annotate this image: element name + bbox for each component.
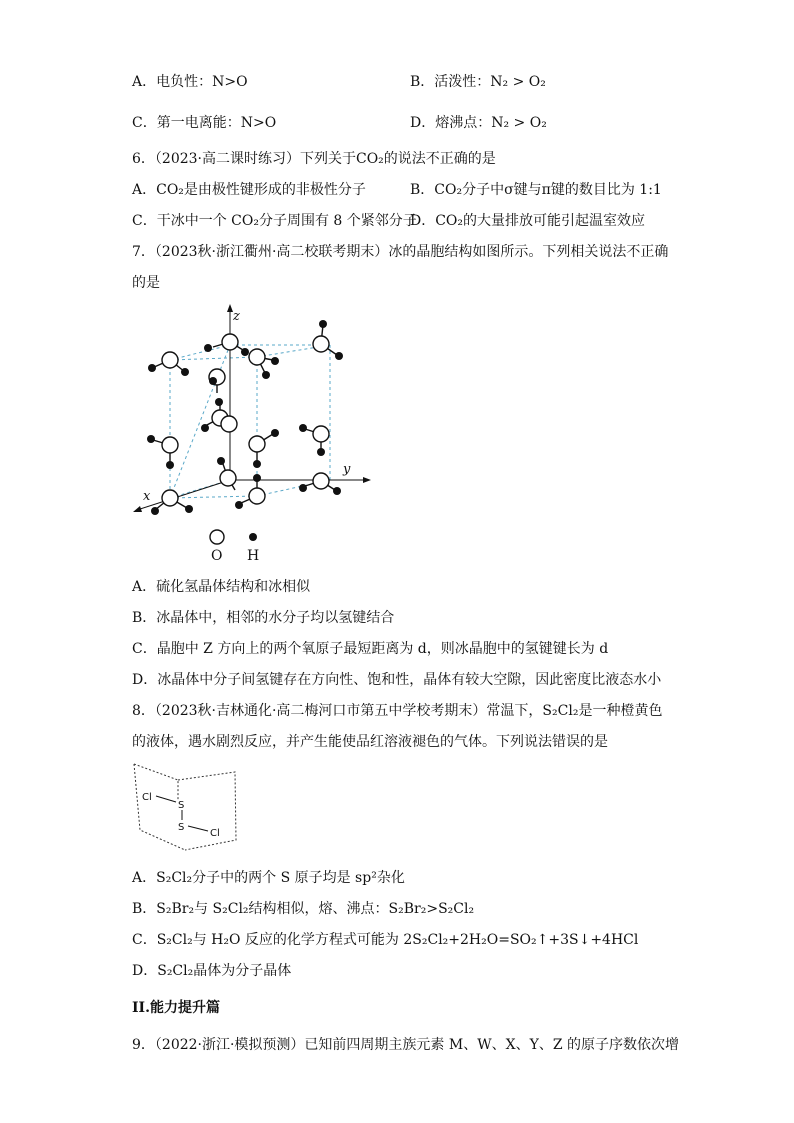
axis-z-label: z bbox=[233, 309, 240, 324]
q8-option-d: D．S₂Cl₂晶体为分子晶体 bbox=[132, 963, 292, 979]
legend-oxygen-symbol bbox=[210, 530, 224, 544]
legend-hydrogen-label: H bbox=[247, 548, 260, 564]
s2cl2-structure-figure bbox=[130, 760, 242, 855]
q7-option-a: A．硫化氢晶体结构和冰相似 bbox=[132, 579, 311, 595]
coordinate-axes bbox=[133, 304, 371, 512]
dihedral-planes bbox=[134, 764, 236, 850]
q6-option-a: A．CO₂是由极性键形成的非极性分子 bbox=[132, 182, 366, 198]
chlorine-atom-2-label: Cl bbox=[210, 828, 220, 839]
q6-option-d: D．CO₂的大量排放可能引起温室效应 bbox=[410, 213, 646, 229]
sulfur-atom-2-label: S bbox=[178, 822, 185, 833]
ice-crystal-figure bbox=[125, 300, 385, 565]
q5-option-c: C．第一电离能：N>O bbox=[132, 115, 277, 131]
q6-option-b: B．CO₂分子中σ键与π键的数目比为 1:1 bbox=[410, 182, 662, 198]
axis-y-label: y bbox=[343, 462, 351, 477]
q8-option-c: C．S₂Cl₂与 H₂O 反应的化学方程式可能为 2S₂Cl₂+2H₂O=SO₂↑+3S↓+4HCl bbox=[132, 932, 639, 948]
legend-hydrogen-symbol bbox=[249, 533, 257, 541]
q9-stem: 9．（2022·浙江·模拟预测）已知前四周期主族元素 M、W、X、Y、Z 的原子序数依次增 bbox=[132, 1037, 679, 1053]
q8-stem-line2: 的液体，遇水剧烈反应，并产生能使品红溶液褪色的气体。下列说法错误的是 bbox=[132, 734, 608, 750]
q7-option-b: B．冰晶体中，相邻的水分子均以氢键结合 bbox=[132, 610, 395, 626]
q6-option-c: C．干冰中一个 CO₂分子周围有 8 个紧邻分子 bbox=[132, 213, 417, 229]
q8-option-a: A．S₂Cl₂分子中的两个 S 原子均是 sp²杂化 bbox=[132, 870, 405, 886]
chlorine-atom-1-label: Cl bbox=[142, 792, 152, 803]
legend-oxygen-label: O bbox=[211, 548, 223, 564]
q7-stem-line2: 的是 bbox=[132, 275, 160, 291]
q5-option-b: B．活泼性：N₂ > O₂ bbox=[410, 74, 546, 90]
q8-option-b: B．S₂Br₂与 S₂Cl₂结构相似，熔、沸点：S₂Br₂>S₂Cl₂ bbox=[132, 901, 475, 917]
q6-stem: 6．（2023·高二课时练习）下列关于CO₂的说法不正确的是 bbox=[132, 151, 496, 167]
q7-stem-line1: 7．（2023秋·浙江衢州·高二校联考期末）冰的晶胞结构如图所示。下列相关说法不正确 bbox=[132, 244, 669, 260]
q7-option-c: C．晶胞中 Z 方向上的两个氧原子最短距离为 d，则冰晶胞中的氢键键长为 d bbox=[132, 641, 609, 657]
q5-option-a: A．电负性：N>O bbox=[132, 74, 248, 90]
axis-x-label: x bbox=[143, 489, 151, 504]
q8-stem-line1: 8．（2023秋·吉林通化·高二梅河口市第五中学校考期末）常温下，S₂Cl₂是一种橙黄色 bbox=[132, 703, 663, 719]
sulfur-atom-1-label: S bbox=[178, 800, 185, 811]
q5-option-d: D．熔沸点：N₂ > O₂ bbox=[410, 115, 547, 131]
hydrogen-atoms bbox=[147, 320, 343, 515]
unit-cell-edges bbox=[170, 345, 330, 498]
section-title: II.能力提升篇 bbox=[132, 1000, 220, 1016]
q7-option-d: D．冰晶体中分子间氢键存在方向性、饱和性，晶体有较大空隙，因此密度比液态水小 bbox=[132, 672, 662, 688]
